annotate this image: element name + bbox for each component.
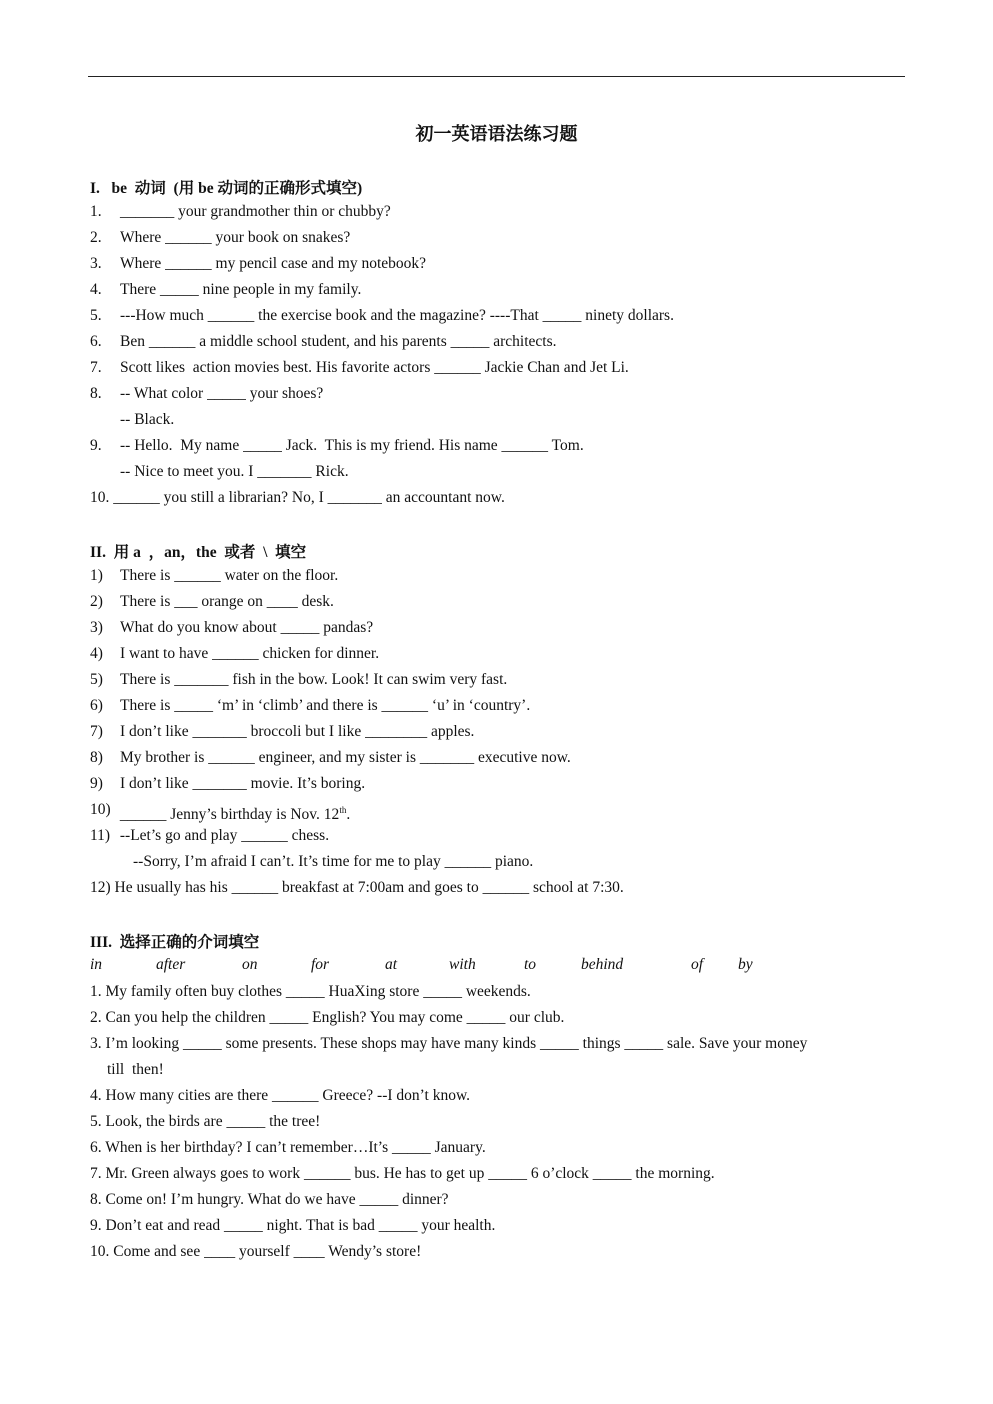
list-item-continuation: -- Black. bbox=[120, 411, 175, 428]
list-item: 6. When is her birthday? I can’t remember…It’s _____ January. bbox=[90, 1139, 486, 1156]
list-item: 3. I’m looking _____ some presents. These shops may have many kinds _____ things _____ sale. Save your money bbox=[90, 1035, 808, 1052]
word-bank-item: on bbox=[242, 956, 258, 973]
list-item: 5. Look, the birds are _____ the tree! bbox=[90, 1113, 321, 1130]
word-bank-item: in bbox=[90, 956, 103, 973]
list-item-continuation: --Sorry, I’m afraid I can’t. It’s time for me to play ______ piano. bbox=[133, 853, 534, 870]
word-bank-item: for bbox=[311, 956, 330, 973]
section-1-heading: I. be 动词 (用 be 动词的正确形式填空) bbox=[90, 180, 363, 197]
word-bank-item: with bbox=[449, 956, 476, 973]
list-item: 2. Can you help the children _____ English? You may come _____ our club. bbox=[90, 1009, 565, 1026]
word-bank-item: behind bbox=[581, 956, 624, 973]
list-item: 7. Mr. Green always goes to work ______ bus. He has to get up _____ 6 o’clock _____ the morning. bbox=[90, 1165, 715, 1182]
word-bank-item: of bbox=[691, 956, 704, 973]
list-item-continuation: till then! bbox=[107, 1061, 164, 1078]
list-item-continuation: -- Nice to meet you. I _______ Rick. bbox=[120, 463, 349, 480]
section-3-heading: III. 选择正确的介词填空 bbox=[90, 934, 260, 951]
list-item: 8. Come on! I’m hungry. What do we have _____ dinner? bbox=[90, 1191, 449, 1208]
word-bank-item: at bbox=[385, 956, 398, 973]
word-bank-item: to bbox=[524, 956, 537, 973]
header-rule bbox=[88, 76, 905, 77]
list-item: 4. How many cities are there ______ Greece? --I don’t know. bbox=[90, 1087, 471, 1104]
word-bank-item: by bbox=[738, 956, 753, 973]
list-item: 1. My family often buy clothes _____ HuaXing store _____ weekends. bbox=[90, 983, 531, 1000]
list-item: 10. Come and see ____ yourself ____ Wendy’s store! bbox=[90, 1243, 422, 1260]
superscript: th bbox=[339, 805, 347, 815]
list-item: 12) He usually has his ______ breakfast at 7:00am and goes to ______ school at 7:30. bbox=[90, 879, 624, 896]
word-bank-item: after bbox=[156, 956, 186, 973]
page-title: 初一英语语法练习题 bbox=[415, 124, 578, 144]
section-2-heading: II. 用 a ，an，the 或者 \ 填空 bbox=[90, 544, 307, 561]
list-item: 9. Don’t eat and read _____ night. That is bad _____ your health. bbox=[90, 1217, 496, 1234]
list-item: 10. ______ you still a librarian? No, I _______ an accountant now. bbox=[90, 489, 505, 506]
